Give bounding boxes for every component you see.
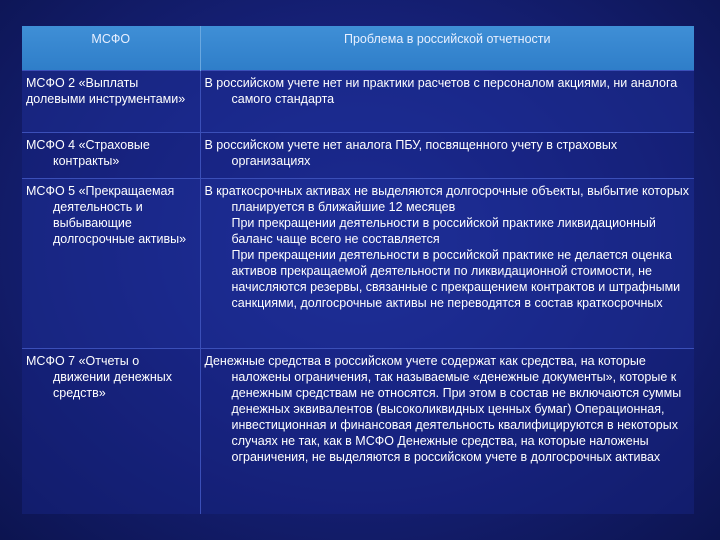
table-row [22, 349, 694, 514]
standard-cell [22, 71, 200, 133]
header-problem: Проблема в российской отчетности [200, 26, 694, 71]
standard-text: МСФО 4 «Страховые контракты» [26, 138, 150, 168]
table-row [22, 133, 694, 179]
problem-text: Денежные средства в российском учете содержат как средства, на которые наложены ограничения, так называемые «денежные документы», которые к денежным средствам не относятся. При этом в состав не включаются суммы денежных эквивалентов (высоколиквидных ценных бумаг) Операционная, инвестиционная и финансовая деятельность квалифицируются в некоторых случаях не так, как в МСФО Денежные средства, на которые наложены ограничения, не выделяются в российском учете в долгосрочных активах [204, 354, 682, 464]
problem-text: При прекращении деятельности в российской практике ликвидационный баланс чаще всего не составляется [231, 216, 656, 246]
problem-text: В российском учете нет аналога ПБУ, посвященного учету в страховых организациях [204, 138, 618, 168]
ifrs-problems-table [22, 26, 694, 514]
problem-cell [200, 179, 694, 349]
problem-cell [200, 349, 694, 514]
standard-cell [22, 179, 200, 349]
standard-cell [22, 349, 200, 514]
standard-text: МСФО 7 «Отчеты о движении денежных средств» [26, 354, 173, 400]
problem-cell [200, 71, 694, 133]
standard-text: МСФО 2 «Выплаты долевыми инструментами» [26, 76, 186, 106]
standard-text: МСФО 5 «Прекращаемая деятельность и выбывающие долгосрочные активы» [26, 184, 187, 246]
table-row [22, 71, 694, 133]
table-header-row [22, 26, 694, 71]
problem-cell [200, 133, 694, 179]
problem-text: В краткосрочных активах не выделяются долгосрочные объекты, выбытие которых планируется в ближайшие 12 месяцев [204, 184, 690, 214]
table-row [22, 179, 694, 349]
problem-text: При прекращении деятельности в российской практике не делается оценка активов прекращаемой деятельности по ликвидационной стоимости, не начисляются резервы, связанные с прекращением контрактов и штрафными санкциями, долгосрочные активы не переводятся в состав краткосрочных [231, 248, 681, 310]
header-ifrs: МСФО [22, 26, 200, 71]
problem-text: В российском учете нет ни практики расчетов с персоналом акциями, ни аналога самого стандарта [204, 76, 678, 106]
standard-cell [22, 133, 200, 179]
